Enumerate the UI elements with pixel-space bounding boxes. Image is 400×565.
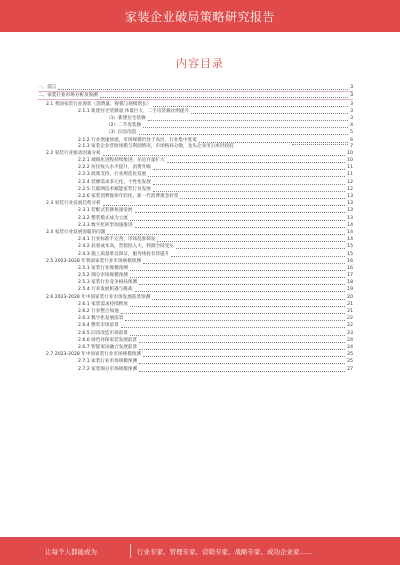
toc-entry[interactable]	[38, 258, 353, 265]
toc-entry[interactable]	[38, 344, 353, 351]
toc-entry-label: （1）新建住宅装修	[106, 115, 146, 121]
toc-entry-page: 24	[347, 344, 353, 350]
toc-leader-dots	[139, 363, 345, 364]
toc-entry[interactable]	[38, 157, 353, 164]
toc-leader-dots	[130, 220, 345, 221]
toc-entry[interactable]	[38, 222, 353, 229]
toc-entry-page: 18	[347, 280, 353, 286]
toc-leader-dots	[139, 371, 345, 372]
toc-entry[interactable]	[38, 92, 353, 100]
toc-entry-label: 一、前言	[38, 85, 57, 91]
toc-entry[interactable]	[38, 243, 353, 250]
toc-entry[interactable]	[38, 115, 353, 122]
toc-entry-label: 2.3.3 数字化转型加速推进	[78, 222, 133, 228]
toc-entry-page: 10	[347, 150, 353, 156]
toc-entry[interactable]	[38, 279, 353, 286]
toc-entry-page: 7	[350, 143, 353, 149]
toc-entry-label: 2.6.7 智能家居融合发展前景	[78, 344, 138, 350]
toc-leader-dots	[121, 313, 345, 314]
toc-entry-label: 2.4.1 行业标准不完善，市场乱象频发	[78, 237, 156, 243]
toc-entry-page: 22	[347, 316, 353, 322]
toc-entry-label: 2.1.2 行业增速放缓，市场规模仍处于高位，行业集中度低	[78, 137, 197, 143]
toc-entry[interactable]	[38, 315, 353, 322]
toc-leader-dots	[139, 134, 349, 135]
toc-leader-dots	[139, 342, 345, 343]
toc-entry[interactable]	[38, 122, 353, 129]
toc-entry-label: 2.4.2 获客成本高，营销投入大，利润空间受压	[78, 244, 174, 250]
toc-entry[interactable]	[38, 150, 353, 157]
toc-entry-page: 3	[350, 93, 353, 99]
toc-entry-label: 2.4 家装行业发展面临的问题	[46, 229, 106, 235]
toc-entry-page: 6	[350, 137, 353, 143]
toc-entry-label: （3）旧房改造	[106, 130, 137, 136]
toc-leader-dots	[143, 356, 345, 357]
toc-entry-page: 5	[350, 130, 353, 136]
toc-entry-label: 2.2.2 居民收入水平提升，消费升级	[78, 165, 151, 171]
toc-entry[interactable]	[38, 322, 353, 329]
toc-entry-page: 21	[347, 301, 353, 307]
toc-leader-dots	[199, 142, 348, 143]
toc-leader-dots	[191, 113, 348, 114]
toc-leader-dots	[121, 327, 345, 328]
toc-entry[interactable]	[38, 286, 353, 293]
toc-entry[interactable]	[38, 108, 353, 115]
toc-entry-label: 2.5.4 行业发展机遇与挑战	[78, 287, 133, 293]
toc-heading: 内容目录	[176, 57, 224, 70]
toc-entry-page: 12	[347, 179, 353, 185]
toc-leader-dots	[153, 184, 345, 185]
toc-entry-label: 2.2 家装行业驱动因素分析	[46, 150, 101, 156]
toc-leader-dots	[139, 284, 345, 285]
toc-entry-page: 16	[347, 258, 353, 264]
toc-leader-dots	[139, 349, 345, 350]
toc-entry-label: 2.5.1 家装行业规模预测	[78, 265, 128, 271]
toc-entry-label: 2.1.1 新建住宅装修量 体量巨大，二手房装修比例提升	[78, 108, 190, 114]
toc-entry-page: 24	[347, 337, 353, 343]
toc-leader-dots	[135, 212, 346, 213]
toc-entry-label: 2.6.2 行业整合加速	[78, 309, 119, 315]
toc-leader-dots	[103, 205, 345, 206]
toc-entry-label: 2.1 我国家装行业现状（消费量、规模与规模增长）	[46, 101, 152, 107]
toc-entry-page: 15	[347, 251, 353, 257]
toc-leader-dots	[148, 176, 345, 177]
toc-entry-page: 27	[347, 366, 353, 372]
toc-leader-dots	[176, 248, 345, 249]
toc-leader-dots	[135, 227, 346, 228]
toc-entry-label: 2.6.3 数字化发展前景	[78, 316, 124, 322]
toc-entry-page: 4	[350, 123, 353, 129]
toc-leader-dots	[130, 270, 345, 271]
toc-entry-label: 二、家装行业市场分析及预测	[38, 93, 98, 99]
toc-entry[interactable]	[38, 207, 353, 214]
toc-entry[interactable]	[38, 358, 353, 365]
toc-entry-label: 2.7.1 家装行业市场规模预测	[78, 359, 138, 365]
toc-entry-page: 25	[347, 352, 353, 358]
toc-entry-label: 2.6.1 家装需求持续释放	[78, 301, 128, 307]
toc-leader-dots	[171, 256, 345, 257]
toc-entry[interactable]	[38, 186, 353, 193]
toc-entry-page: 22	[347, 323, 353, 329]
toc-entry-page: 12	[347, 186, 353, 192]
toc-entry-label: 2.2.4 装修需求多元化、个性化发展	[78, 179, 151, 185]
toc-entry-label: 2.6.4 整装市场前景	[78, 323, 119, 329]
toc-entry-label: 2.5.3 家装行业竞争格局预测	[78, 280, 138, 286]
toc-entry[interactable]	[38, 164, 353, 171]
toc-leader-dots	[103, 155, 345, 156]
toc-leader-dots	[157, 241, 345, 242]
toc-leader-dots	[167, 162, 345, 163]
toc-entry[interactable]	[38, 250, 353, 257]
toc-entry[interactable]	[38, 365, 353, 372]
toc-entry-page: 10	[347, 158, 353, 164]
table-of-contents	[38, 84, 353, 373]
toc-entry-page: 14	[347, 229, 353, 235]
report-header-bar	[0, 0, 400, 32]
toc-entry-page: 20	[347, 294, 353, 300]
toc-entry-page: 19	[347, 287, 353, 293]
toc-entry[interactable]	[38, 329, 353, 336]
toc-entry[interactable]	[38, 136, 353, 143]
toc-entry-page: 13	[347, 215, 353, 221]
toc-entry-label: 2.2.3 政策支持，行业规范化发展	[78, 172, 147, 178]
toc-entry[interactable]	[38, 200, 353, 207]
toc-entry[interactable]	[38, 129, 353, 136]
toc-entry-page: 25	[347, 359, 353, 365]
footer-slogan-right: 行业专家、管理专家、营销专家、战略专家、成功企业家……	[137, 547, 313, 556]
toc-leader-dots	[107, 234, 345, 235]
toc-entry-page: 21	[347, 309, 353, 315]
toc-leader-dots	[58, 89, 348, 90]
toc-entry[interactable]	[38, 214, 353, 221]
toc-leader-dots	[143, 127, 348, 128]
toc-entry-page: 3	[350, 108, 353, 114]
toc-entry-label: 2.1.3 家装企业营收规模与利润情况，市场格局分散，龙头企业市占率仍较低	[78, 143, 234, 149]
toc-entry[interactable]	[38, 265, 353, 272]
toc-entry-label: 2.2.5 互联网技术赋能家装行业发展	[78, 186, 151, 192]
toc-entry[interactable]	[38, 229, 353, 236]
toc-entry-label: 2.6 2023-2028 年中国家装行业市场发展前景预测	[46, 294, 151, 300]
toc-entry[interactable]	[38, 308, 353, 315]
toc-entry[interactable]	[38, 100, 353, 107]
toc-entry-page: 3	[350, 85, 353, 91]
toc-entry[interactable]	[38, 178, 353, 185]
toc-entry[interactable]	[38, 351, 353, 358]
toc-entry-page: 16	[347, 265, 353, 271]
toc-entry-label: 2.2.1 城镇化进程持续推进，住房存量扩大	[78, 158, 165, 164]
toc-entry-label: 2.2.6 家装消费群体年轻化，新一代消费观念转变	[78, 194, 179, 200]
toc-entry-label: 2.5 2023-2028 年我国家装行业市场规模预测	[46, 258, 141, 264]
toc-leader-dots	[153, 191, 345, 192]
toc-leader-dots	[135, 291, 346, 292]
toc-entry-label: 2.3.1 装配式装修快速发展	[78, 208, 133, 214]
toc-entry-label: 2.7 2023-2028 年中国家装行业市场规模预测	[46, 352, 141, 358]
footer-divider	[130, 544, 131, 558]
toc-entry[interactable]	[38, 193, 353, 200]
toc-entry[interactable]	[38, 84, 353, 92]
toc-entry-label: 2.3 家装行业发展趋势分析	[46, 201, 101, 207]
toc-leader-dots	[130, 277, 345, 278]
report-title: 家装企业破局策略研究报告	[124, 9, 275, 24]
toc-entry[interactable]	[38, 293, 353, 300]
toc-leader-dots	[130, 335, 345, 336]
toc-entry-page: 3	[350, 101, 353, 107]
toc-entry[interactable]	[38, 171, 353, 178]
toc-entry-page: 17	[347, 273, 353, 279]
toc-entry-label: 2.6.6 绿色环保家装发展前景	[78, 337, 138, 343]
toc-entry-label: 2.7.2 家装细分市场规模预测	[78, 366, 138, 372]
footer-slogan-left: 让每个人都能成为	[45, 547, 97, 556]
toc-leader-dots	[292, 144, 348, 145]
toc-leader-dots	[143, 263, 345, 264]
toc-leader-dots	[153, 106, 348, 107]
toc-entry-label: 2.6.5 旧房改造市场前景	[78, 330, 128, 336]
toc-leader-dots	[180, 198, 345, 199]
toc-entry-label: 2.3.2 整装模式成为主流	[78, 215, 128, 221]
toc-entry-label: 2.4.3 施工质量难以保证，服务体验有待提升	[78, 251, 170, 257]
toc-leader-dots	[100, 97, 348, 98]
toc-entry-page: 13	[347, 194, 353, 200]
toc-entry-page: 15	[347, 244, 353, 250]
toc-entry-page: 11	[347, 172, 353, 178]
toc-entry-page: 13	[347, 201, 353, 207]
toc-leader-dots	[125, 320, 345, 321]
toc-entry[interactable]	[38, 301, 353, 308]
toc-entry[interactable]	[38, 337, 353, 344]
toc-entry[interactable]	[38, 272, 353, 279]
toc-leader-dots	[153, 169, 345, 170]
toc-entry-page: 13	[347, 208, 353, 214]
toc-entry-page: 11	[347, 165, 353, 171]
footer-bar	[0, 537, 400, 565]
toc-entry-page: 14	[347, 222, 353, 228]
toc-leader-dots	[148, 120, 348, 121]
toc-entry-label: （2）二手房装修	[106, 123, 142, 129]
toc-entry[interactable]	[38, 236, 353, 243]
toc-entry-page: 23	[347, 330, 353, 336]
toc-leader-dots	[152, 299, 345, 300]
toc-entry-page: 14	[347, 237, 353, 243]
toc-leader-dots	[130, 306, 345, 307]
toc-entry-page: 3	[350, 115, 353, 121]
toc-entry-label: 2.5.2 细分市场规模预测	[78, 273, 128, 279]
